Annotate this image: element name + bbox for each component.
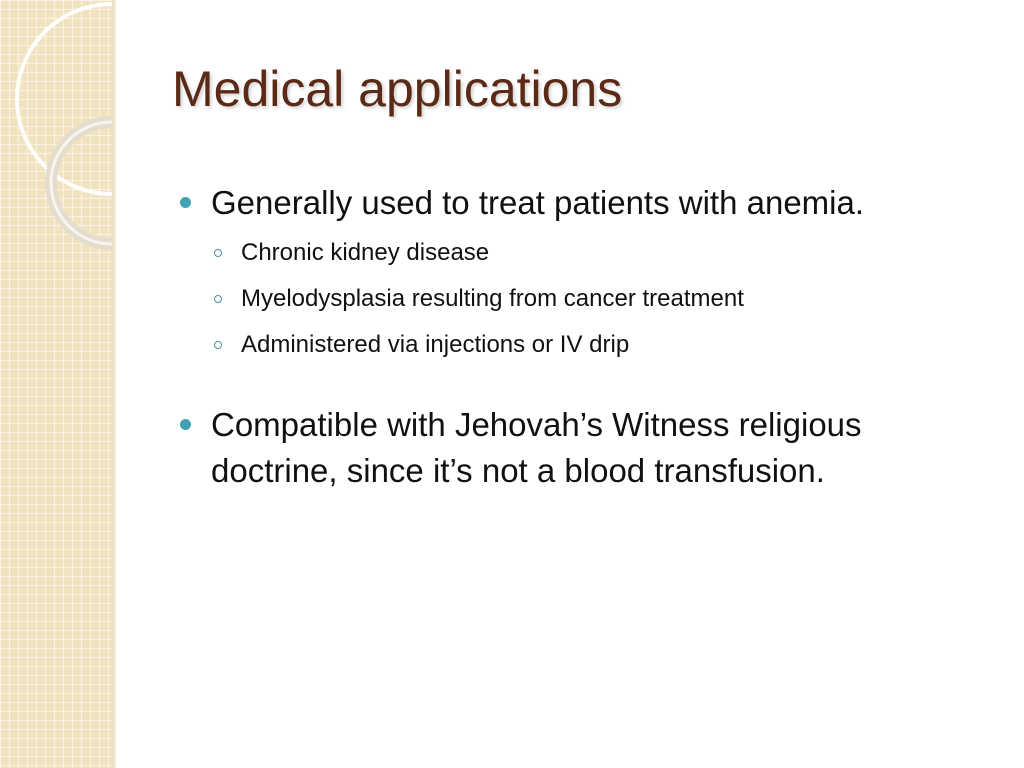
bullet-text: Generally used to treat patients with anemia. [211, 184, 865, 221]
bullet-item-jehovah [180, 402, 980, 494]
bullet-dot-icon [180, 197, 191, 208]
list-spacer [180, 368, 980, 402]
decorative-rings [0, 0, 200, 260]
sub-bullet-text: Chronic kidney disease [241, 239, 490, 266]
bullet-item-anemia [180, 180, 980, 226]
decorative-ring-small-highlight [51, 122, 112, 244]
sub-bullet-list [180, 230, 980, 368]
sub-bullet-item [180, 276, 980, 322]
sub-bullet-text: Administered via injections or IV drip [241, 331, 630, 358]
sub-bullet-text: Myelodysplasia resulting from cancer treatment [241, 285, 744, 312]
slide-title: Medical applications [172, 61, 623, 117]
sub-bullet-ring-icon [214, 295, 222, 303]
bullet-text-line: doctrine, since it’s not a blood transfusion. [211, 452, 825, 489]
bullet-text-line: Compatible with Jehovah’s Witness religious [211, 406, 862, 443]
decorative-ring-large [17, 4, 112, 194]
slide-body [180, 180, 980, 494]
bullet-dot-icon [180, 419, 191, 430]
sub-bullet-item [180, 230, 980, 276]
decorative-ring-small [51, 122, 112, 244]
sub-bullet-item [180, 322, 980, 368]
sub-bullet-ring-icon [214, 249, 222, 257]
sub-bullet-ring-icon [214, 341, 222, 349]
